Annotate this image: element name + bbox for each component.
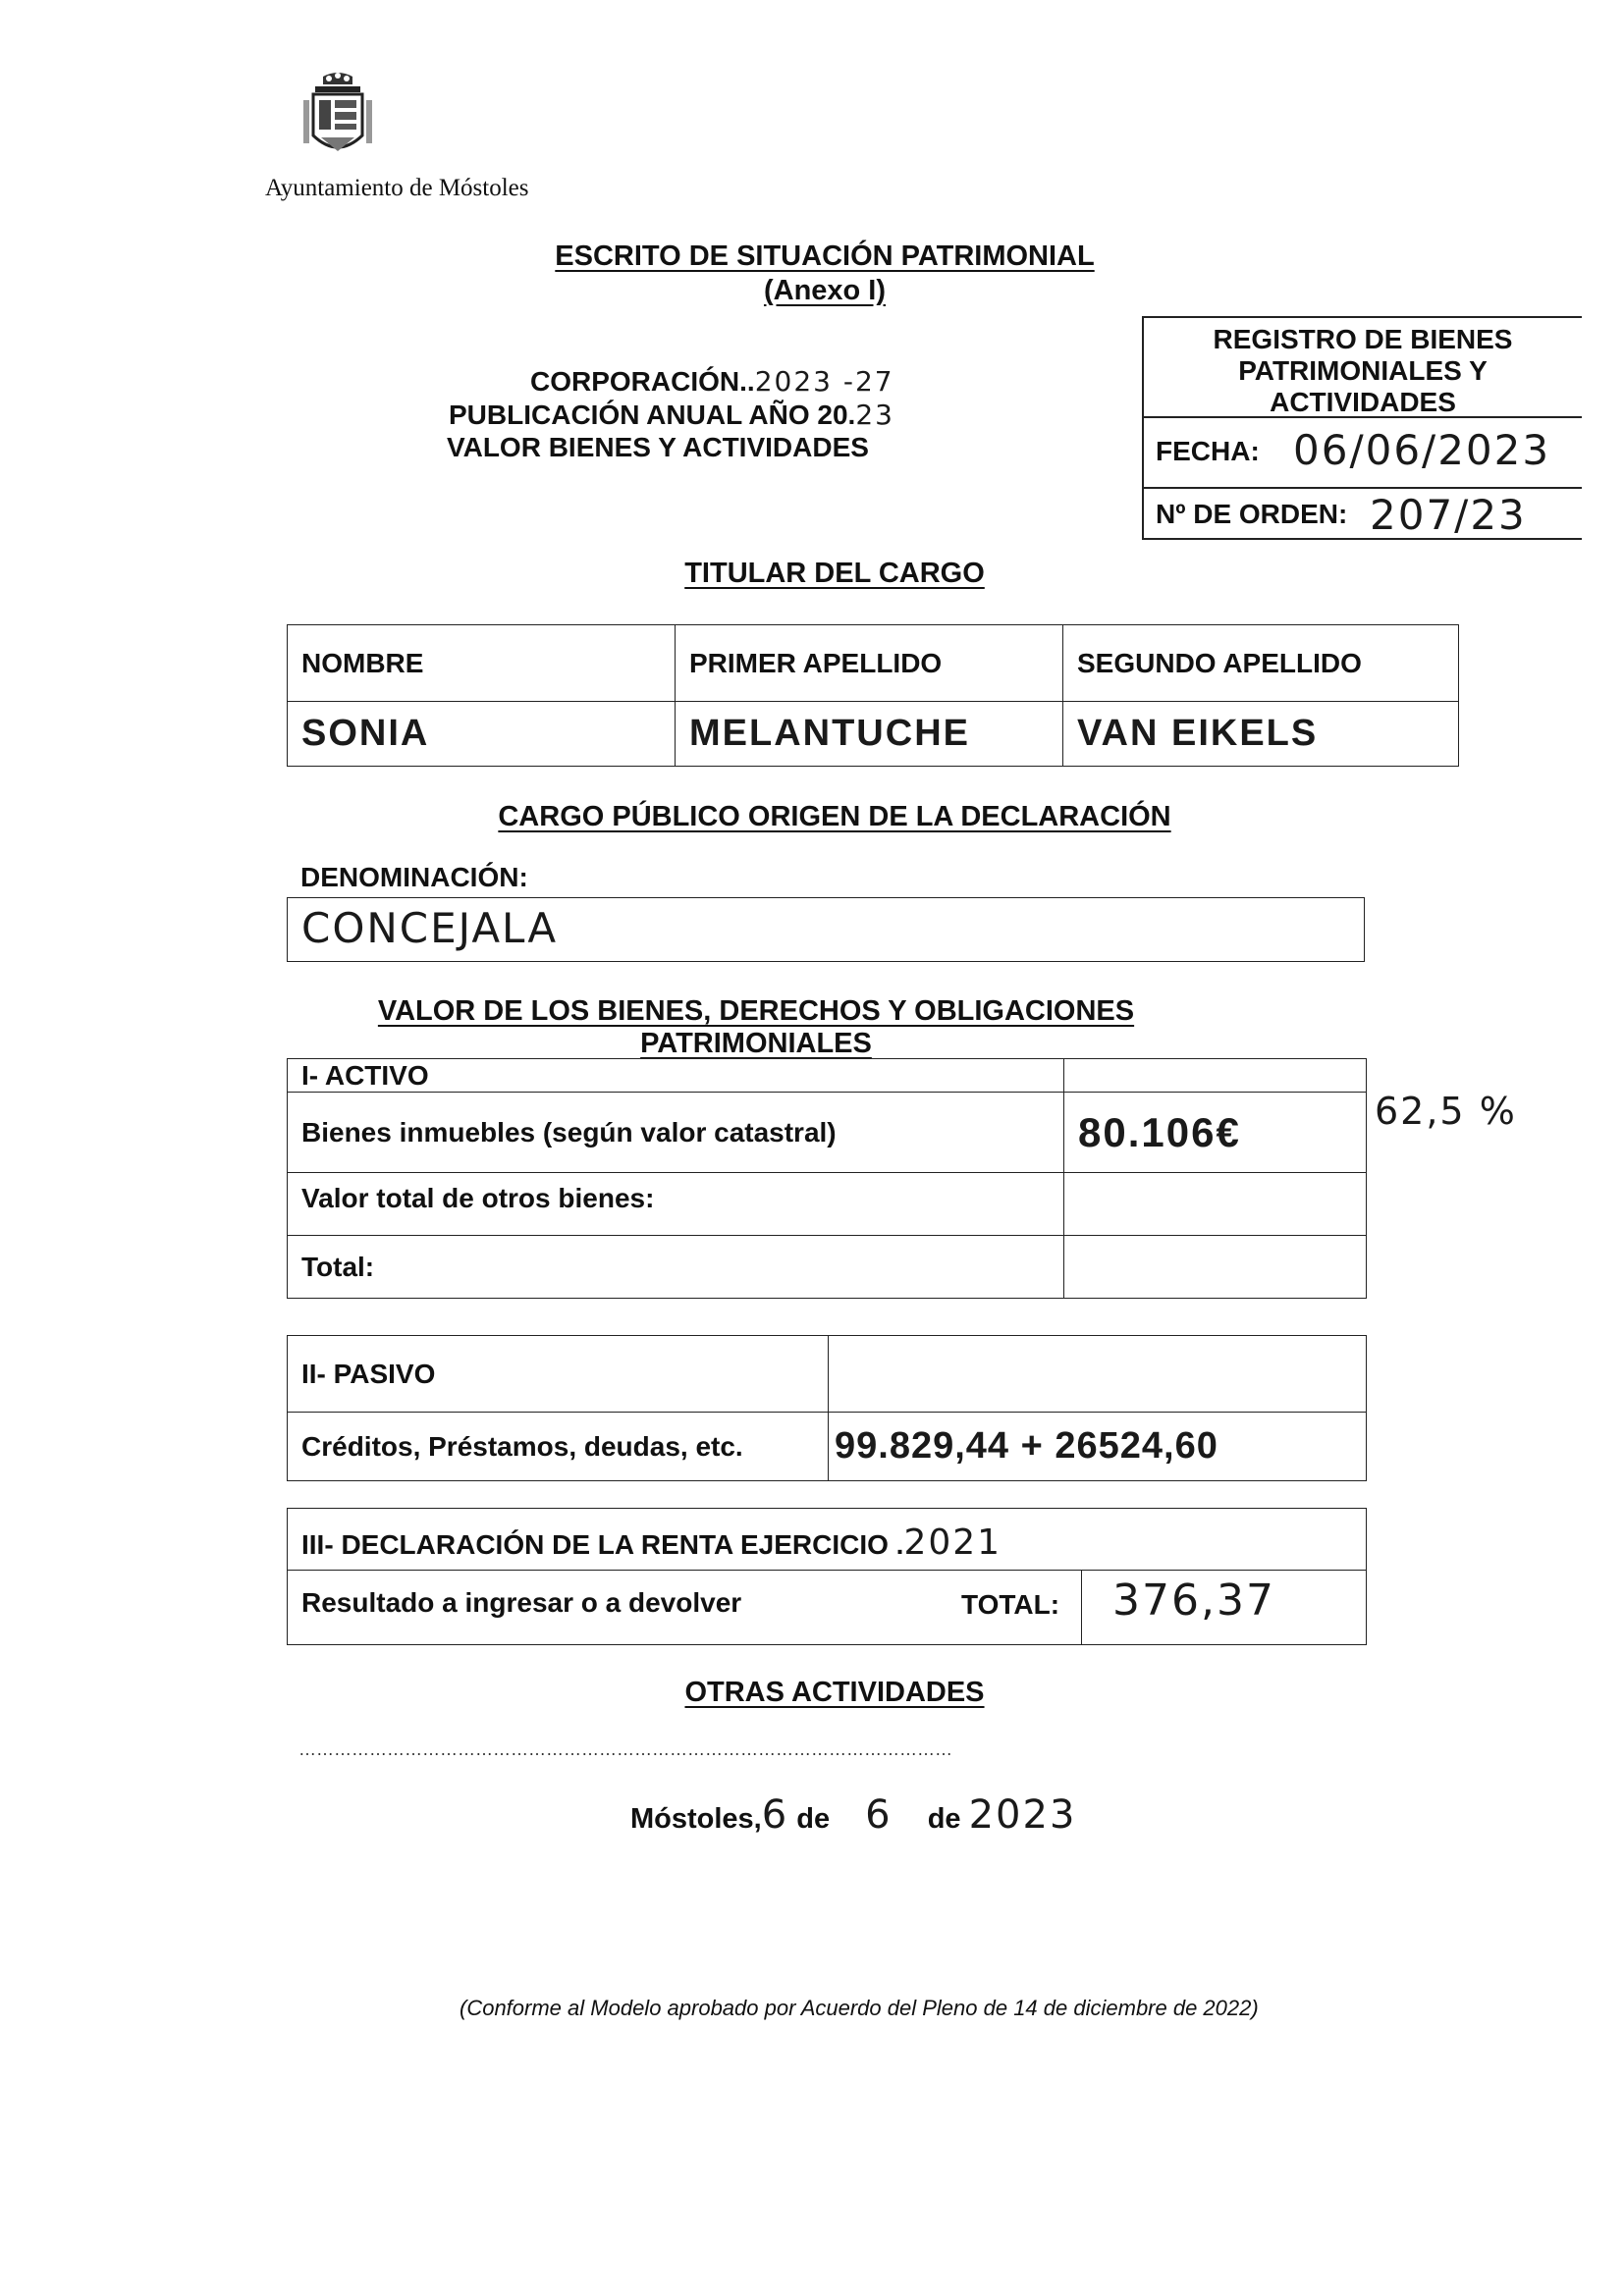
coat-of-arms-logo	[299, 71, 376, 165]
pasivo-title-value	[829, 1336, 1367, 1413]
cargo-heading: CARGO PÚBLICO ORIGEN DE LA DECLARACIÓN	[498, 801, 1171, 832]
denominacion-label: DENOMINACIÓN:	[300, 862, 528, 892]
denominacion-box	[287, 897, 1365, 962]
pasivo-table	[287, 1335, 1367, 1481]
firma-year: 2023	[968, 1792, 1077, 1838]
activo-title-value	[1064, 1059, 1367, 1093]
valor-bienes-label: VALOR BIENES Y ACTIVIDADES	[447, 432, 869, 462]
titular-heading: TITULAR DEL CARGO	[684, 558, 985, 589]
corporacion-label: CORPORACIÓN..	[530, 366, 755, 397]
firma-de-2: de	[927, 1803, 961, 1835]
firma-month: 6	[865, 1792, 893, 1838]
otras-dotted-line: …………………………………………………………………………………………………	[298, 1739, 952, 1759]
resultado-label: Resultado a ingresar o a devolver	[301, 1587, 742, 1618]
activo-table	[287, 1058, 1367, 1299]
creditos-value: 99.829,44 + 26524,60	[829, 1413, 1367, 1481]
titular-table	[287, 624, 1459, 767]
registro-box	[1142, 316, 1582, 540]
col-primer-apellido: PRIMER APELLIDO	[676, 625, 1063, 702]
renta-total-value: 376,37	[1112, 1575, 1275, 1626]
inmuebles-percent-note: 62,5 %	[1375, 1090, 1517, 1133]
registro-title: REGISTRO DE BIENES PATRIMONIALES Y ACTIVIDADES	[1213, 324, 1513, 417]
document-title: ESCRITO DE SITUACIÓN PATRIMONIAL	[555, 240, 1095, 272]
fecha-value: 06/06/2023	[1293, 426, 1551, 474]
nombre-value: SONIA	[288, 702, 676, 767]
total-activo-label: Total:	[288, 1236, 1064, 1299]
segundo-apellido-value: VAN EIKELS	[1063, 702, 1459, 767]
total-activo-value	[1064, 1236, 1367, 1299]
renta-ejercicio: 2021	[903, 1522, 1002, 1563]
firma-day: 6	[761, 1792, 789, 1838]
firma-place: Móstoles,	[630, 1803, 762, 1835]
publicacion-line	[449, 399, 894, 431]
renta-title-label: III- DECLARACIÓN DE LA RENTA EJERCICIO .	[301, 1529, 904, 1560]
publicacion-label: PUBLICACIÓN ANUAL AÑO 20.	[449, 400, 856, 430]
otros-bienes-label: Valor total de otros bienes:	[288, 1173, 1064, 1236]
denominacion-value: CONCEJALA	[301, 904, 559, 952]
renta-box	[287, 1508, 1367, 1645]
renta-title-line	[301, 1522, 1001, 1563]
creditos-label: Créditos, Préstamos, deudas, etc.	[288, 1413, 829, 1481]
otras-heading: OTRAS ACTIVIDADES	[684, 1677, 985, 1708]
inmuebles-label: Bienes inmuebles (según valor catastral)	[288, 1093, 1064, 1173]
col-segundo-apellido: SEGUNDO APELLIDO	[1063, 625, 1459, 702]
valor-heading: VALOR DE LOS BIENES, DERECHOS Y OBLIGACIONES PATRIMONIALES	[377, 995, 1135, 1059]
renta-total-label: TOTAL:	[961, 1589, 1060, 1620]
corporacion-line	[530, 365, 894, 398]
firma-line	[630, 1792, 1076, 1838]
org-name: Ayuntamiento de Móstoles	[265, 175, 529, 201]
publicacion-value: 23	[855, 399, 894, 431]
orden-label: Nº DE ORDEN:	[1156, 499, 1348, 529]
col-nombre: NOMBRE	[288, 625, 676, 702]
pasivo-title: II- PASIVO	[288, 1336, 829, 1413]
footer-note: (Conforme al Modelo aprobado por Acuerdo del Pleno de 14 de diciembre de 2022)	[460, 1996, 1259, 2020]
orden-value: 207/23	[1370, 491, 1527, 539]
inmuebles-value: 80.106€	[1064, 1093, 1367, 1173]
activo-title: I- ACTIVO	[288, 1059, 1064, 1093]
document-subtitle: (Anexo I)	[763, 275, 887, 306]
firma-de-1: de	[796, 1803, 831, 1835]
otros-bienes-value	[1064, 1173, 1367, 1236]
fecha-label: FECHA:	[1156, 436, 1260, 466]
primer-apellido-value: MELANTUCHE	[676, 702, 1063, 767]
corporacion-value: 2023 -27	[754, 365, 894, 398]
